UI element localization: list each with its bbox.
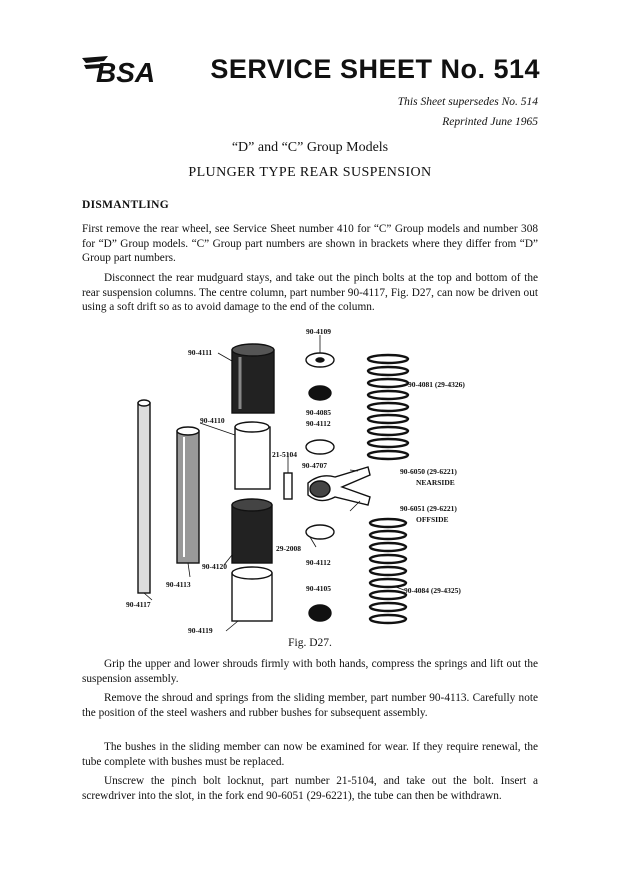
rubber-bush-low-part	[309, 605, 331, 621]
bottom-shroud-part	[232, 573, 272, 621]
centre-column-part	[138, 403, 150, 593]
rubber-bush-part	[309, 386, 331, 400]
models-heading: “D” and “C” Group Models	[231, 140, 389, 155]
label-90-4117: 90-4117	[126, 600, 151, 609]
figure-caption: Fig. D27.	[288, 637, 332, 649]
label-29-2008: 29-2008	[276, 544, 301, 553]
label-90-4109: 90-4109	[306, 327, 331, 336]
header	[80, 52, 540, 86]
paragraph-bushes: The bushes in the sliding member can now be examined for wear. If they require renewal, the tube complete with bushes must be replaced.	[82, 741, 538, 768]
top-shroud-part	[232, 350, 274, 413]
label-90-4111: 90-4111	[188, 348, 213, 357]
paragraph-remove-shroud: Remove the shroud and springs from the sliding member, part number 90-4113. Carefully note the position of the steel washers and rubber bushes for subsequent assembly.	[82, 692, 538, 719]
label-90-6051: 90-6051 (29-6221)	[400, 504, 457, 513]
upper-spring-part	[368, 355, 408, 459]
label-90-4085: 90-4085	[306, 408, 331, 417]
label-90-4112-lower: 90-4112	[306, 558, 331, 567]
paragraph-pinch-bolt: Unscrew the pinch bolt locknut, part number 21-5104, and take out the bolt. Insert a screwdriver into the slot, in the fork end 90-6051 (29-6221), the tube can then be withdrawn.	[82, 775, 538, 802]
reprint-date: Reprinted June 1965	[442, 116, 538, 128]
label-90-4084: 90-4084 (29-4325)	[404, 586, 461, 595]
label-90-4707: 90-4707	[302, 461, 327, 470]
figure-d27	[120, 325, 500, 645]
bsa-logo-mark	[80, 52, 168, 86]
label-90-6050: 90-6050 (29-6221)	[400, 467, 457, 476]
label-90-4105: 90-4105	[306, 584, 331, 593]
label-90-4113: 90-4113	[166, 580, 191, 589]
supersedes-note: This Sheet supersedes No. 514	[397, 96, 538, 108]
sliding-member-part	[177, 431, 199, 563]
exploded-diagram	[120, 325, 500, 645]
label-90-4110: 90-4110	[200, 416, 225, 425]
label-21-5104: 21-5104	[272, 450, 297, 459]
paragraph-grip: Grip the upper and lower shrouds firmly with both hands, compress the springs and lift out the suspension assembly.	[82, 658, 538, 685]
lower-shroud-part	[232, 505, 272, 563]
label-offside: OFFSIDE	[416, 515, 449, 524]
sheet-title: SERVICE SHEET No. 514	[210, 54, 540, 84]
svg-text:BSA: BSA	[96, 57, 156, 86]
label-90-4081: 90-4081 (29-4326)	[408, 380, 465, 389]
upper-shroud-part	[235, 427, 270, 489]
washer-mid-part	[306, 440, 334, 454]
paragraph-intro: First remove the rear wheel, see Service Sheet number 410 for “C” Group models and number 308 for “D” Group models. “C” Group part numbers are shown in brackets where they differ from “D” Group part numbers.	[82, 223, 538, 264]
label-90-4119: 90-4119	[188, 626, 213, 635]
lower-spring-part	[370, 519, 406, 623]
label-90-4120: 90-4120	[202, 562, 227, 571]
subject-heading: PLUNGER TYPE REAR SUSPENSION	[188, 165, 432, 180]
paragraph-disconnect: Disconnect the rear mudguard stays, and take out the pinch bolts at the top and bottom of the rear suspension columns. The centre column, part number 90-4117, Fig. D27, can now be driven out using a soft drift so as to avoid damage to the end of the column.	[82, 272, 538, 313]
label-nearside: NEARSIDE	[416, 478, 455, 487]
label-90-4112-upper: 90-4112	[306, 419, 331, 428]
pinch-bolt-part	[284, 473, 292, 499]
section-dismantling: DISMANTLING	[82, 199, 170, 211]
bsa-logo	[80, 52, 168, 86]
